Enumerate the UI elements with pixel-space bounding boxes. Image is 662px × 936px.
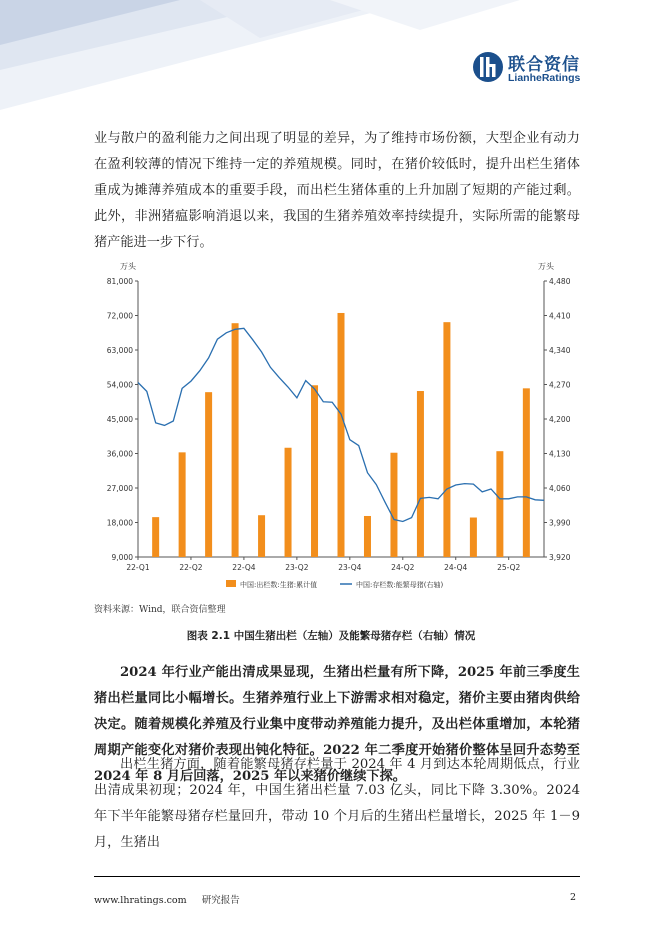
bar-12 [470, 518, 477, 557]
left-tick-label: 72,000 [106, 311, 133, 321]
bar-5 [285, 448, 292, 557]
right-tick-label: 4,130 [549, 449, 571, 459]
legend-label-bar: 中国:出栏数:生猪:累计值 [240, 581, 318, 589]
footer-divider [94, 876, 580, 877]
figure-caption: 图表 2.1 中国生猪出栏（左轴）及能繁母猪存栏（右轴）情况 [186, 630, 476, 642]
body-paragraph-1: 业与散户的盈利能力之间出现了明显的差异，为了维持市场份额，大型企业有动力在盈利较薄的情况下维持一定的养殖规模。同时，在猪价较低时，提升出栏生猪体重成为摊薄养殖成本的重要手段，而出栏生猪体重的上升加剧了短期的产能过剩。此外，非洲猪瘟影响消退以来，我国的生猪养殖效率持续提升，实际所需的能繁母猪产能进一步下行。 [94, 131, 580, 250]
bar-13 [496, 451, 503, 557]
brand-name-en: LianheRatings [508, 72, 581, 84]
bar-9 [390, 453, 397, 557]
bar-14 [523, 388, 530, 557]
footer-website[interactable]: www.lhratings.com [94, 895, 187, 906]
right-tick-label: 4,480 [549, 277, 571, 286]
bar-1 [179, 452, 186, 557]
left-tick-label: 9,000 [111, 553, 133, 562]
left-axis-unit: 万头 [120, 262, 136, 271]
right-tick-label: 4,270 [549, 380, 571, 390]
brand-name-cn: 联合资信 [508, 55, 580, 75]
bar-3 [232, 323, 239, 557]
left-tick-label: 18,000 [106, 518, 133, 528]
right-tick-label: 4,200 [549, 415, 571, 424]
bar-7 [338, 313, 345, 557]
left-tick-label: 45,000 [106, 415, 133, 424]
right-tick-label: 4,340 [549, 346, 571, 355]
body-paragraph-3: 出栏生猪方面，随着能繁母猪存栏量于 2024 年 4 月到达本轮周期低点，行业出清成果初现；2024 年，中国生猪出栏量 7.03 亿头，同比下降 3.30%。2024 年下半年能繁母猪存栏量回升，带动 10 个月后的生猪出栏量增长，2025 年 1－9 月，生猪出 [94, 757, 580, 850]
left-tick-label: 36,000 [106, 449, 133, 459]
right-axis-unit: 万头 [538, 262, 554, 271]
left-tick-label: 63,000 [106, 346, 133, 355]
x-tick-label: 22-Q1 [126, 563, 150, 572]
left-tick-label: 27,000 [106, 484, 133, 493]
bar-4 [258, 515, 265, 557]
legend-label-line: 中国:存栏数:能繁母猪(右轴) [356, 581, 444, 589]
footer-doc-type: 研究报告 [201, 895, 240, 906]
right-tick-label: 4,060 [549, 484, 571, 493]
x-tick-label: 22-Q4 [232, 563, 256, 572]
x-tick-label: 23-Q2 [285, 563, 309, 572]
page-number: 2 [570, 892, 577, 903]
x-tick-label: 23-Q4 [338, 563, 362, 572]
bar-8 [364, 516, 371, 557]
lianhe-logo-icon [472, 50, 504, 84]
lianhe-logo [472, 50, 592, 88]
right-tick-label: 3,920 [549, 553, 571, 562]
left-tick-label: 54,000 [106, 380, 133, 390]
bar-11 [443, 322, 450, 557]
footer-info [94, 892, 240, 906]
hog-chart [74, 258, 574, 600]
right-tick-label: 3,990 [549, 518, 571, 528]
x-tick-label: 25-Q2 [497, 563, 521, 572]
bar-6 [311, 385, 318, 557]
left-tick-label: 81,000 [106, 277, 133, 286]
right-tick-label: 4,410 [549, 311, 571, 321]
bar-10 [417, 391, 424, 557]
bar-2 [205, 392, 212, 557]
body-paragraph-2: 2024 年行业产能出清成果显现，生猪出栏量有所下降，2025 年前三季度生猪出栏量同比小幅增长。生猪养殖行业上下游需求相对稳定，猪价主要由猪肉供给决定。随着规模化养殖及行业集中度带动养殖能力提升，及出栏体重增加，本轮猪周期产能变化对猪价表现出钝化特征。2022 年二季度开始猪价整体呈回升态势至 2024 年 8 月后回落，2025 年以来猪价继续下探。 [94, 665, 580, 784]
x-tick-label: 24-Q2 [391, 563, 415, 572]
bar-0 [152, 517, 159, 557]
x-tick-label: 22-Q2 [179, 563, 203, 572]
figure-source: 资料来源：Wind，联合资信整理 [94, 605, 226, 615]
x-tick-label: 24-Q4 [444, 563, 468, 572]
legend-swatch-bar [226, 580, 236, 587]
